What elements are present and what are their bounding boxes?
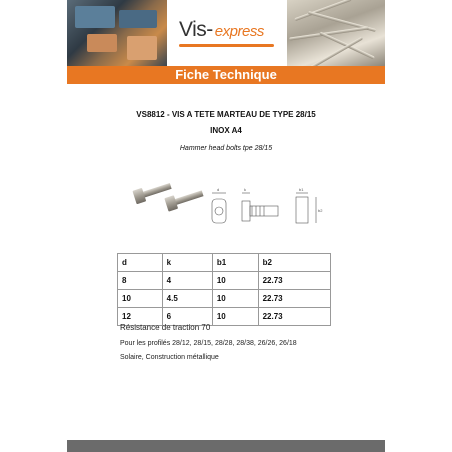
brand-suffix: express	[214, 23, 264, 40]
table-cell: 4.5	[162, 290, 212, 308]
table-cell: 22.73	[258, 290, 330, 308]
product-title: VS8812 - VIS A TETE MARTEAU DE TYPE 28/15	[136, 110, 316, 119]
table-row	[118, 272, 331, 290]
table-cell: 12	[118, 308, 163, 326]
table-cell: 10	[118, 290, 163, 308]
table-cell: 8	[118, 272, 163, 290]
traction-note: Résistance de traction 70	[120, 323, 211, 332]
drawing-label-k: k	[244, 187, 246, 192]
logo-swoosh	[179, 44, 274, 47]
table-row	[118, 290, 331, 308]
table-cell: 10	[212, 272, 258, 290]
specs-table	[117, 253, 331, 326]
brand-name: Vis-	[179, 18, 213, 41]
product-subtitle: Hammer head bolts tpe 28/15	[179, 145, 273, 152]
table-header: b1	[212, 254, 258, 272]
footer-bar	[67, 440, 385, 452]
header-photo-tools	[67, 0, 167, 66]
product-material: INOX A4	[210, 126, 242, 135]
profiles-note: Pour les profilés 28/12, 28/15, 28/28, 28/38, 26/26, 26/18	[120, 340, 297, 347]
table-cell: 22.73	[258, 308, 330, 326]
table-cell: 10	[212, 290, 258, 308]
banner-fiche-technique: Fiche Technique	[67, 66, 385, 84]
header-photo-screws	[287, 0, 385, 66]
product-photo	[128, 175, 208, 215]
table-cell: 10	[212, 308, 258, 326]
usage-note: Solaire, Construction métallique	[120, 354, 219, 361]
brand-logo	[179, 18, 264, 42]
drawing-label-d: d	[217, 187, 220, 192]
header	[67, 0, 385, 84]
technical-drawing	[208, 185, 328, 230]
table-cell: 4	[162, 272, 212, 290]
table-header: d	[118, 254, 163, 272]
table-header: k	[162, 254, 212, 272]
table-header: b2	[258, 254, 330, 272]
drawing-label-b1: b1	[299, 187, 304, 192]
table-cell: 6	[162, 308, 212, 326]
drawing-label-b2: b2	[318, 208, 323, 213]
table-cell: 22.73	[258, 272, 330, 290]
table-header-row	[118, 254, 331, 272]
